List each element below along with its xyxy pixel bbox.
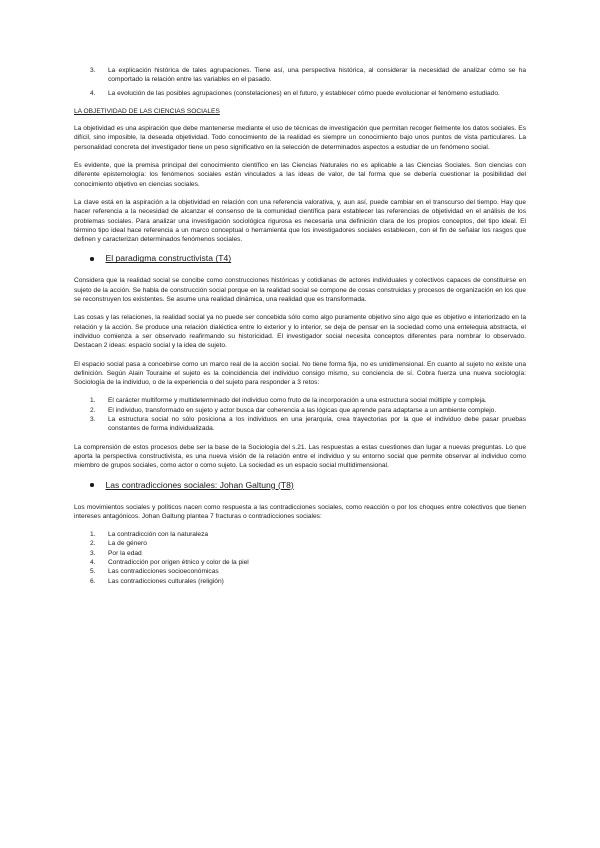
bullet-icon	[90, 257, 94, 261]
paragraph: Las cosas y las relaciones, la realidad social ya no puede ser concebida sólo como algo puramente objetivo sino algo que es objetivo e interiorizado en la relación y la acción. Se produce una relación dialéctica entre lo exterior y lo interior, se deja de pensar en la sociedad como una entelequia abstracta, el individuo comienza a ser observado reafirmando su historicidad. El investigador social necesita conceptos diferentes para nombrar lo observado. Destacan 2 ideas: espacio social y la idea de sujeto.	[74, 314, 526, 350]
section-title: Las contradicciones sociales: Johan Galtung (T8)	[105, 479, 294, 490]
list-text: La explicación histórica de tales agrupaciones. Tiene así, una perspectiva histórica, al considerar la necesidad de analizar cómo se ha comportado la relación entre las variables en el pasado.	[108, 67, 526, 84]
list-number: 4.	[90, 89, 96, 97]
list-item	[74, 89, 526, 98]
paragraph: La objetividad es una aspiración que debe mantenerse mediante el uso de técnicas de investigación que permitan recoger fielmente los datos sociales. Es difícil, sino imposible, la deseada objetividad. Todo conocimiento de la realidad es siempre un conocimiento bajo unos puntos de vista particulares. La personalidad concreta del investigador tiene un peso significativo en la selección de determinados aspectos a estudiar de un fenómeno social.	[74, 125, 526, 151]
list-item	[74, 558, 526, 567]
list-text: La evolución de las posibles agrupaciones (constelaciones) en el futuro, y establecer cómo puede evolucionar el fenómeno estudiado.	[108, 89, 500, 97]
paragraph: La clave está en la aspiración a la objetividad en relación con una referencia valorativa, y, aun así, puede cambiar en el transcurso del tiempo. Hay que hacer referencia a la necesidad de alcanzar el consenso de la comunidad científica para establecer las referencias de objetividad en el análisis de los problemas sociales. Para analizar una investigación sociológica rigurosa es necesaria una definición clara de los propios conceptos, del tipo ideal. El término tipo ideal hace referencia a un marco conceptual o herramienta que los investigadores sociales establecen, con el fin de señalar los rasgos que definen y caracterizan determinados fenómenos sociales.	[74, 198, 526, 244]
section-title: El paradigma constructivista (T4)	[105, 253, 232, 264]
retos-list	[74, 396, 526, 433]
list-item	[74, 577, 526, 586]
paragraph: Considera que la realidad social se concibe como construcciones históricas y cotidianas de actores individuales y colectivos capaces de constituirse en sujeto de la acción. Se habla de construcción social porque en la realidad social se compone de cosas construidas y procesos de organización en los que se reconstruyen los existentes. Se asume una realidad dinámica, una realidad que es transformada.	[74, 277, 526, 304]
list-text: El individuo, transformado en sujeto y actor busca dar coherencia a las lógicas que aprende para adaptarse a un ambiente complejo.	[108, 406, 497, 414]
paragraph: La comprensión de estos procesos debe ser la base de la Sociología del s.21. Las respuestas a estas cuestiones dan lugar a nuevas preguntas. Lo que aporta la perspectiva constructivista, es una nueva visión de la relación entre el individuo y su entorno social que permite observar al individuo como miembro de grupos sociales, como actor o como sujeto. La sociedad es un espacio social multidimensional.	[74, 443, 526, 470]
list-number: 5.	[90, 568, 96, 576]
document-page	[74, 66, 526, 595]
list-item	[74, 396, 526, 405]
list-text: Las contradicciones culturales (religión)	[108, 577, 224, 585]
list-item	[74, 406, 526, 415]
list-number: 1.	[90, 531, 96, 539]
list-text: Por la edad	[108, 549, 142, 557]
contradicciones-list	[74, 530, 526, 586]
list-number: 2.	[90, 406, 96, 414]
bullet-icon	[90, 483, 94, 487]
list-item	[74, 567, 526, 576]
list-number: 4.	[90, 558, 96, 566]
list-item	[74, 66, 526, 85]
list-number: 1.	[90, 397, 96, 405]
contradicciones-heading	[74, 480, 526, 491]
list-number: 6.	[90, 577, 96, 585]
list-text: El carácter multiforme y multideterminado del individuo como fruto de la incorporación a una estructura social múltiple y compleja.	[108, 397, 487, 405]
intro-list	[74, 66, 526, 98]
list-item	[74, 549, 526, 558]
list-text: La de género	[108, 540, 147, 548]
paragraph: Los movimientos sociales y políticos nacen como respuesta a las contradicciones sociales, como reacción o por los choques entre colectivos que tienen intereses antagónicos. Johan Galtung plantea 7 fracturas o contradicciones sociales:	[74, 503, 526, 520]
list-number: 3.	[90, 549, 96, 557]
list-item	[74, 530, 526, 539]
paragraph: El espacio social pasa a concebirse como un marco real de la acción social. No tiene forma fija, no es unidimensional. En cuanto al sujeto no existe una definición. Según Alain Touraine el sujeto es la coincidencia del individuo consigo mismo, su conciencia de sí. Cobra fuerza una nueva sociología: Sociología de la individuo, o de la experiencia o del sujeto para responder a 3 retos:	[74, 360, 526, 387]
paragraph: Es evidente, que la premisa principal del conocimiento científico en las Ciencias Naturales no es aplicable a las Ciencias Sociales. Son ciencias con diferente epistemología: los fenómenos sociales están vinculados a las ideas de valor, de tal forma que se debería cuestionar la posibilidad del conocimiento objetivo en ciencias sociales.	[74, 162, 526, 188]
list-text: La contradicción con la naturaleza	[108, 531, 209, 539]
objetividad-heading: LA OBJETIVIDAD DE LAS CIENCIAS SOCIALES	[74, 107, 220, 115]
list-item	[74, 539, 526, 548]
list-text: La estructura social no sólo posiciona a los individuos en una jerarquía, crea trayectorias por la que el individuo debe pasar pruebas constantes de forma individualizada.	[108, 416, 526, 433]
list-text: Las contradicciones socioeconómicas	[108, 568, 219, 576]
list-item	[74, 415, 526, 434]
constructivista-heading	[74, 253, 526, 264]
list-number: 3.	[90, 67, 96, 74]
list-number: 2.	[90, 540, 96, 548]
list-text: Contradicción por origen étnico y color de la piel	[108, 558, 249, 566]
list-number: 3.	[90, 416, 96, 424]
